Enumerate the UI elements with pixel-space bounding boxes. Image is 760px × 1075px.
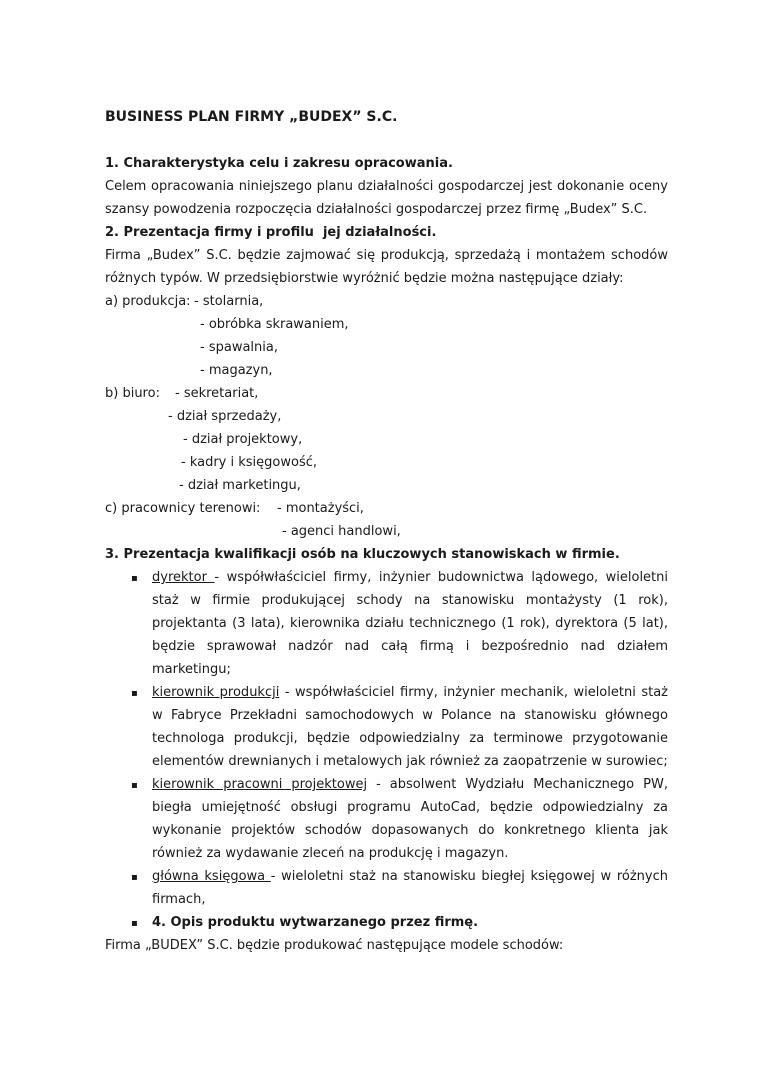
bullet-square-icon: ▪: [131, 780, 138, 791]
department-item: - montażyści,: [277, 501, 364, 516]
section2-heading: 2. Prezentacja firmy i profilu jej działalności.: [105, 225, 437, 240]
department-line: [105, 359, 668, 382]
section3-heading: 3. Prezentacja kwalifikacji osób na kluczowych stanowiskach w firmie.: [105, 547, 620, 562]
department-line-produkcja: [105, 290, 668, 313]
department-line: [105, 428, 668, 451]
bullet-text: - wieloletni staż na stanowisku biegłej księgowej w różnych firmach,: [152, 869, 668, 907]
department-label: a) produkcja:: [105, 294, 191, 309]
department-item: - magazyn,: [200, 363, 273, 378]
bullet-square-icon: ▪: [131, 688, 138, 699]
department-item: - dział marketingu,: [179, 478, 301, 493]
blank-line: [105, 129, 668, 152]
department-item: - dział sprzedaży,: [168, 409, 282, 424]
department-item: - kadry i księgowość,: [181, 455, 318, 470]
bullet-lead: dyrektor: [152, 570, 215, 585]
bullet-item-kierownik-produkcji: [105, 681, 668, 773]
bullet-item-dyrektor: [105, 566, 668, 681]
bullet-item-glowna-ksiegowa: [105, 865, 668, 911]
bullet-lead: kierownik produkcji: [152, 685, 280, 700]
department-line: [105, 520, 668, 543]
department-line-pracownicy: [105, 497, 668, 520]
bullet-square-icon: ▪: [131, 573, 138, 584]
department-item: - obróbka skrawaniem,: [200, 317, 349, 332]
section1-body: Celem opracowania niniejszego planu działalności gospodarczej jest dokonanie oceny szansy powodzenia rozpoczęcia działalności gospodarczej przez firmę „Budex” S.C.: [105, 179, 668, 217]
department-line: [105, 336, 668, 359]
closing-line: Firma „BUDEX” S.C. będzie produkować następujące modele schodów:: [105, 938, 564, 953]
department-line: [105, 313, 668, 336]
bullet-square-icon: ▪: [131, 872, 138, 883]
bullet-text: - współwłaściciel firmy, inżynier budownictwa lądowego, wieloletni staż w firmie produkującej schody na stanowisku montażysty (1 rok), projektanta (3 lata), kierownika działu technicznego (1 rok), dyrektora (5 lat), będzie sprawował nadzór nad całą firmą i bezpośrednio nad działem marketingu;: [152, 570, 669, 677]
bullet-text: - absolwent Wydziału Mechanicznego PW, biegła umiejętność obsługi programu AutoCad, będzie odpowiedzialny za wykonanie projektów schodów dopasowanych do konkretnego klienta jak również za wydawanie zleceń na produkcję i magazyn.: [152, 777, 668, 861]
bullet-square-icon: ▪: [131, 918, 138, 929]
department-label: b) biuro:: [105, 386, 160, 401]
bullet-lead: kierownik pracowni projektowej: [152, 777, 368, 792]
department-item: - stolarnia,: [194, 294, 264, 309]
section2-body: Firma „Budex” S.C. będzie zajmować się produkcją, sprzedażą i montażem schodów różnych typów. W przedsiębiorstwie wyróżnić będzie można następujące działy:: [105, 248, 668, 286]
department-item: - spawalnia,: [200, 340, 278, 355]
department-line: [105, 405, 668, 428]
department-item: - dział projektowy,: [183, 432, 303, 447]
document-title: BUSINESS PLAN FIRMY „BUDEX” S.C.: [105, 109, 398, 125]
department-line-biuro: [105, 382, 668, 405]
department-line: [105, 451, 668, 474]
department-line: [105, 474, 668, 497]
department-label: c) pracownicy terenowi:: [105, 501, 261, 516]
bullet-text: - współwłaściciel firmy, inżynier mechanik, wieloletni staż w Fabryce Przekładni samochodowych w Polance na stanowisku głównego technologa produkcji, będzie odpowiedzialny za terminowe przygotowanie elementów drewnianych i metalowych jak również za zaopatrzenie w surowiec;: [152, 685, 668, 769]
section4-heading: 4. Opis produktu wytwarzanego przez firmę.: [152, 915, 479, 930]
department-item: - agenci handlowi,: [282, 524, 401, 539]
bullet-item-section4-heading: [105, 911, 668, 934]
bullet-item-kierownik-pracowni: [105, 773, 668, 865]
department-item: - sekretariat,: [175, 386, 259, 401]
section1-heading: 1. Charakterystyka celu i zakresu opracowania.: [105, 156, 453, 171]
bullet-lead: główna księgowa: [152, 869, 271, 884]
